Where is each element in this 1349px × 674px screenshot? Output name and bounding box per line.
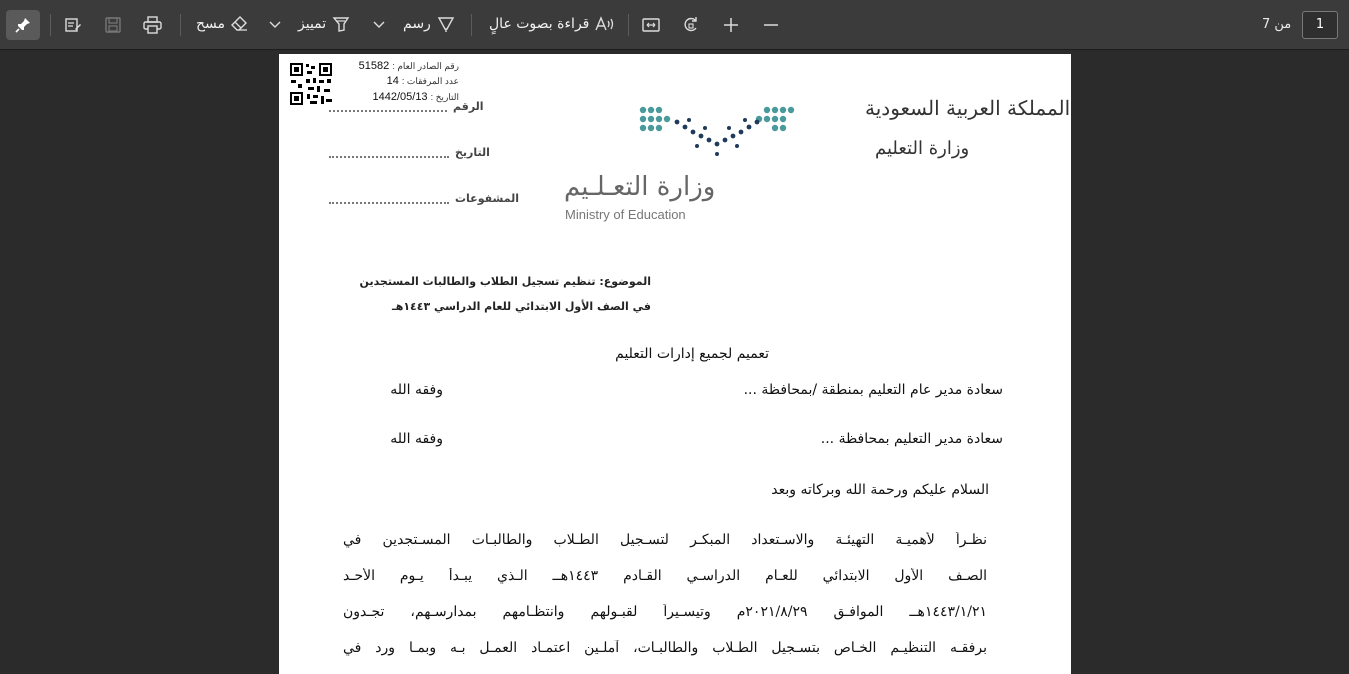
page-number-input[interactable]: 1 bbox=[1302, 11, 1338, 39]
save-icon bbox=[104, 16, 122, 34]
subject-line-2: في الصف الأول الابتدائي للعام الدراسي ١٤٤٣هـ bbox=[391, 300, 651, 313]
qr-code bbox=[289, 62, 333, 106]
highlight-options-dropdown[interactable] bbox=[268, 17, 282, 31]
recipient-1: سعادة مدير عام التعليم بمنطقة /بمحافظة ... bbox=[743, 382, 1003, 398]
logo-arabic-text: وزارة التعـلـيم bbox=[564, 172, 716, 202]
toolbar-separator bbox=[628, 14, 629, 36]
paragraph-line: نظـراً لأهميـة التهيئـة والاسـتعداد المبكـر لتسـجيل الطـلاب والطالبـات المسـتجدين في bbox=[343, 532, 987, 548]
print-icon bbox=[143, 16, 162, 34]
page-count-label: من 7 bbox=[1262, 17, 1292, 32]
read-aloud-label: قراءة بصوت عالٍ bbox=[489, 16, 590, 32]
date-field-label: التاريخ bbox=[455, 146, 490, 159]
attachments-field-label: المشفوعات bbox=[455, 192, 519, 205]
zoom-in-button[interactable] bbox=[722, 16, 740, 34]
toolbar-separator bbox=[180, 14, 181, 36]
rotate-button[interactable] bbox=[682, 16, 700, 34]
pdf-toolbar bbox=[0, 0, 1349, 50]
highlight-label: تمييز bbox=[298, 16, 327, 32]
read-aloud-icon bbox=[595, 15, 615, 33]
pin-toolbar-button[interactable] bbox=[6, 10, 40, 40]
ministry-title: وزارة التعليم bbox=[875, 138, 970, 159]
ministry-logo-mark bbox=[637, 102, 797, 162]
zoom-out-icon bbox=[762, 16, 780, 34]
rotate-icon bbox=[682, 16, 700, 34]
general-number-line: رقم الصادر العام : 51582 bbox=[358, 60, 459, 72]
ref-date-line: التاريخ : 1442/05/13 bbox=[372, 91, 459, 103]
add-notes-button[interactable] bbox=[64, 16, 82, 34]
paragraph-line: الصـف الأول الابتدائي للعـام الدراسـي القـادم ١٤٤٣هــ الـذي يبـدأ يـوم الأحـد bbox=[343, 568, 987, 584]
chevron-down-icon bbox=[268, 17, 282, 31]
greeting: السلام عليكم ورحمة الله وبركاته وبعد bbox=[771, 482, 989, 498]
highlight-button[interactable] bbox=[298, 15, 350, 33]
paragraph-line: ١٤٤٣/١/٢١هــ الموافـق ٢٠٢١/٨/٢٩م وتيسـيراً لقبـولهم وانتظـامهم بمدارسـهم، تجـدون bbox=[343, 604, 987, 620]
notes-icon bbox=[64, 16, 82, 34]
draw-icon bbox=[437, 15, 455, 33]
attachments-field-dots bbox=[329, 202, 449, 204]
recipient-2: سعادة مدير التعليم بمحافظة ... bbox=[820, 431, 1003, 447]
draw-label: رسم bbox=[403, 16, 431, 32]
recipient-2-suffix: وفقه الله bbox=[390, 431, 443, 447]
fit-page-icon bbox=[642, 16, 660, 34]
zoom-out-button[interactable] bbox=[762, 16, 780, 34]
toolbar-separator bbox=[471, 14, 472, 36]
toolbar-separator bbox=[50, 14, 51, 36]
attachments-count-line: عدد المرفقات : 14 bbox=[386, 75, 459, 87]
read-aloud-button[interactable] bbox=[489, 15, 615, 33]
save-button[interactable] bbox=[104, 16, 122, 34]
chevron-down-icon bbox=[372, 17, 386, 31]
erase-label: مسح bbox=[196, 15, 226, 32]
number-field-dots bbox=[329, 110, 447, 112]
fit-page-button[interactable] bbox=[642, 16, 660, 34]
highlighter-icon bbox=[332, 15, 350, 33]
document-page bbox=[279, 54, 1071, 674]
pin-icon bbox=[15, 17, 31, 33]
subject-line-1: الموضوع: تنظيم تسجيل الطلاب والطالبات المستجدين bbox=[359, 275, 651, 288]
logo-english-text: Ministry of Education bbox=[565, 207, 686, 222]
date-field-dots bbox=[329, 156, 449, 158]
zoom-in-icon bbox=[722, 16, 740, 34]
paragraph-line: برفقـه التنظيـم الخـاص بتسـجيل الطـلاب والطالبـات، آملـين اعتمـاد العمـل بـه وبمـا ورد في bbox=[343, 640, 987, 656]
draw-button[interactable] bbox=[403, 15, 455, 33]
draw-options-dropdown[interactable] bbox=[372, 17, 386, 31]
kingdom-title: المملكة العربية السعودية bbox=[865, 96, 1071, 120]
eraser-icon bbox=[231, 15, 248, 32]
number-field-label: الرقم bbox=[453, 100, 484, 113]
erase-button[interactable] bbox=[196, 15, 248, 32]
recipient-1-suffix: وفقه الله bbox=[390, 382, 443, 398]
print-button[interactable] bbox=[143, 16, 162, 34]
circular-title: تعميم لجميع إدارات التعليم bbox=[615, 346, 769, 362]
